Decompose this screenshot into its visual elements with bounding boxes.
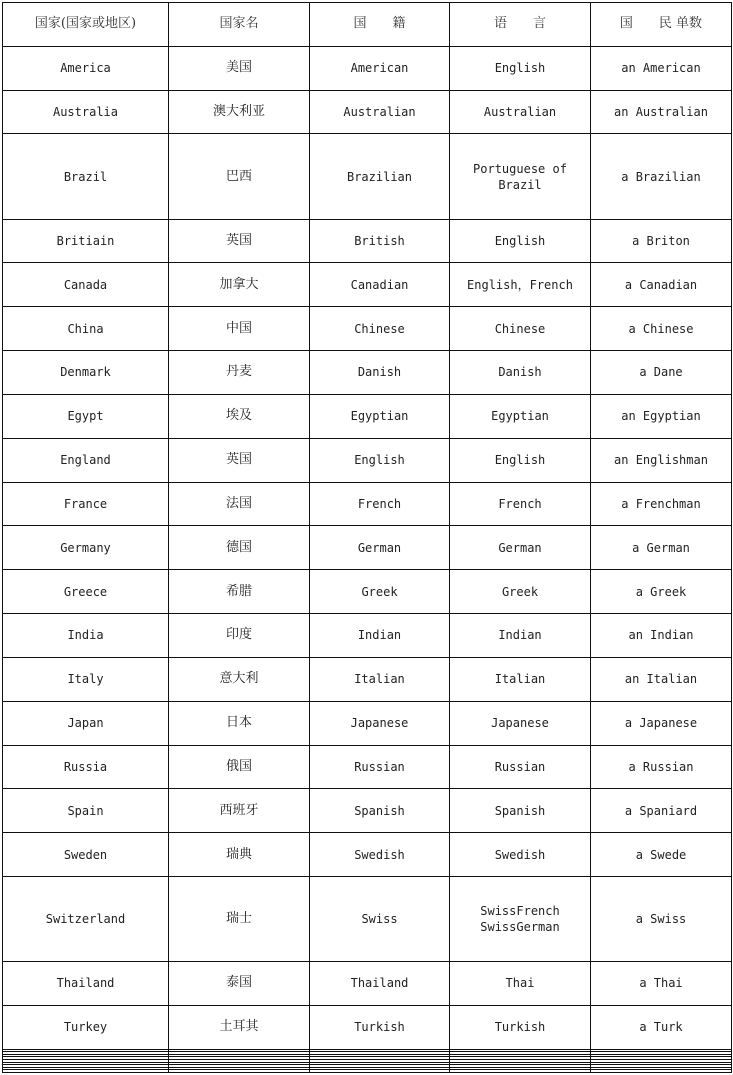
nationality-cell: British <box>310 219 450 263</box>
table-row <box>3 962 732 1006</box>
language-cell: Danish <box>450 351 591 395</box>
language-cell: Swedish <box>450 833 591 877</box>
language-cell: English <box>450 46 591 90</box>
country-cell: Sweden <box>3 833 169 877</box>
country-cell: Spain <box>3 789 169 833</box>
table-row <box>3 351 732 395</box>
table-row <box>3 833 732 877</box>
country-cell: Turkey <box>3 1005 169 1049</box>
nationality-cell: Brazilian <box>310 134 450 219</box>
country-name-cell: 瑞典 <box>169 833 310 877</box>
table-row <box>3 482 732 526</box>
country-name-cell: 西班牙 <box>169 789 310 833</box>
empty-cell <box>169 1070 310 1073</box>
country-cell: England <box>3 438 169 482</box>
citizen-cell: a Thai <box>591 962 732 1006</box>
nationality-cell: Danish <box>310 351 450 395</box>
document-page <box>2 2 731 1073</box>
country-name-cell: 英国 <box>169 219 310 263</box>
citizen-cell: an Australian <box>591 90 732 134</box>
nationality-table <box>2 2 732 1073</box>
country-name-cell: 埃及 <box>169 394 310 438</box>
language-cell: Japanese <box>450 701 591 745</box>
table-row <box>3 307 732 351</box>
empty-row <box>3 1070 732 1073</box>
language-cell: Thai <box>450 962 591 1006</box>
nationality-cell: Egyptian <box>310 394 450 438</box>
country-name-cell: 土耳其 <box>169 1005 310 1049</box>
nationality-cell: Thailand <box>310 962 450 1006</box>
nationality-cell: Italian <box>310 657 450 701</box>
table-row <box>3 219 732 263</box>
nationality-cell: Russian <box>310 745 450 789</box>
citizen-cell: a Briton <box>591 219 732 263</box>
country-name-cell: 意大利 <box>169 657 310 701</box>
language-cell: Indian <box>450 614 591 658</box>
country-cell: Japan <box>3 701 169 745</box>
country-cell: Brazil <box>3 134 169 219</box>
header-citizen-singular: 国 民 单数 <box>591 3 732 47</box>
nationality-cell: American <box>310 46 450 90</box>
country-cell: Italy <box>3 657 169 701</box>
nationality-cell: Swiss <box>310 876 450 961</box>
nationality-cell: Greek <box>310 570 450 614</box>
header-nationality: 国 籍 <box>310 3 450 47</box>
country-name-cell: 日本 <box>169 701 310 745</box>
nationality-cell: French <box>310 482 450 526</box>
country-name-cell: 俄国 <box>169 745 310 789</box>
country-cell: Australia <box>3 90 169 134</box>
country-name-cell: 丹麦 <box>169 351 310 395</box>
citizen-cell: a Chinese <box>591 307 732 351</box>
language-cell: French <box>450 482 591 526</box>
language-cell: Italian <box>450 657 591 701</box>
language-cell: Spanish <box>450 789 591 833</box>
country-cell: Britiain <box>3 219 169 263</box>
language-cell: German <box>450 526 591 570</box>
language-cell: Turkish <box>450 1005 591 1049</box>
citizen-cell: a Japanese <box>591 701 732 745</box>
empty-cell <box>3 1070 169 1073</box>
citizen-cell: a Greek <box>591 570 732 614</box>
nationality-cell: Swedish <box>310 833 450 877</box>
language-cell: Australian <box>450 90 591 134</box>
citizen-cell: a Dane <box>591 351 732 395</box>
language-cell: Greek <box>450 570 591 614</box>
table-row <box>3 614 732 658</box>
table-row <box>3 789 732 833</box>
nationality-cell: Japanese <box>310 701 450 745</box>
citizen-cell: a Swede <box>591 833 732 877</box>
table-row <box>3 570 732 614</box>
country-name-cell: 中国 <box>169 307 310 351</box>
citizen-cell: a Swiss <box>591 876 732 961</box>
country-name-cell: 巴西 <box>169 134 310 219</box>
citizen-cell: a Turk <box>591 1005 732 1049</box>
table-row <box>3 134 732 219</box>
table-row <box>3 46 732 90</box>
country-cell: Thailand <box>3 962 169 1006</box>
table-row <box>3 701 732 745</box>
header-country: 国家(国家或地区) <box>3 3 169 47</box>
citizen-cell: a Russian <box>591 745 732 789</box>
language-cell: Portuguese of Brazil <box>450 134 591 219</box>
country-cell: Canada <box>3 263 169 307</box>
country-name-cell: 澳大利亚 <box>169 90 310 134</box>
citizen-cell: a Spaniard <box>591 789 732 833</box>
citizen-cell: an Italian <box>591 657 732 701</box>
citizen-cell: a Frenchman <box>591 482 732 526</box>
country-name-cell: 希腊 <box>169 570 310 614</box>
table-row <box>3 745 732 789</box>
country-cell: America <box>3 46 169 90</box>
citizen-cell: an Egyptian <box>591 394 732 438</box>
country-cell: Switzerland <box>3 876 169 961</box>
country-cell: Egypt <box>3 394 169 438</box>
country-name-cell: 泰国 <box>169 962 310 1006</box>
citizen-cell: an American <box>591 46 732 90</box>
citizen-cell: a German <box>591 526 732 570</box>
language-cell: English，French <box>450 263 591 307</box>
country-name-cell: 德国 <box>169 526 310 570</box>
language-cell: SwissFrench SwissGerman <box>450 876 591 961</box>
country-name-cell: 美国 <box>169 46 310 90</box>
table-row <box>3 263 732 307</box>
country-cell: Germany <box>3 526 169 570</box>
country-cell: France <box>3 482 169 526</box>
language-cell: Russian <box>450 745 591 789</box>
country-name-cell: 法国 <box>169 482 310 526</box>
country-name-cell: 瑞士 <box>169 876 310 961</box>
citizen-cell: an Englishman <box>591 438 732 482</box>
language-cell: English <box>450 219 591 263</box>
language-cell: English <box>450 438 591 482</box>
country-name-cell: 加拿大 <box>169 263 310 307</box>
table-row <box>3 438 732 482</box>
nationality-cell: Australian <box>310 90 450 134</box>
language-cell: Chinese <box>450 307 591 351</box>
header-row <box>3 3 732 47</box>
table-row <box>3 876 732 961</box>
citizen-cell: an Indian <box>591 614 732 658</box>
nationality-cell: Spanish <box>310 789 450 833</box>
country-cell: Denmark <box>3 351 169 395</box>
citizen-cell: a Brazilian <box>591 134 732 219</box>
empty-cell <box>591 1070 732 1073</box>
table-row <box>3 1005 732 1049</box>
header-language: 语 言 <box>450 3 591 47</box>
empty-cell <box>310 1070 450 1073</box>
language-cell: Egyptian <box>450 394 591 438</box>
country-cell: Russia <box>3 745 169 789</box>
nationality-cell: English <box>310 438 450 482</box>
nationality-cell: Indian <box>310 614 450 658</box>
header-country-name: 国家名 <box>169 3 310 47</box>
citizen-cell: a Canadian <box>591 263 732 307</box>
country-name-cell: 英国 <box>169 438 310 482</box>
country-cell: Greece <box>3 570 169 614</box>
nationality-cell: German <box>310 526 450 570</box>
table-row <box>3 90 732 134</box>
nationality-cell: Chinese <box>310 307 450 351</box>
nationality-cell: Canadian <box>310 263 450 307</box>
table-row <box>3 657 732 701</box>
table-row <box>3 394 732 438</box>
nationality-cell: Turkish <box>310 1005 450 1049</box>
country-cell: India <box>3 614 169 658</box>
table-row <box>3 526 732 570</box>
country-cell: China <box>3 307 169 351</box>
country-name-cell: 印度 <box>169 614 310 658</box>
empty-cell <box>450 1070 591 1073</box>
